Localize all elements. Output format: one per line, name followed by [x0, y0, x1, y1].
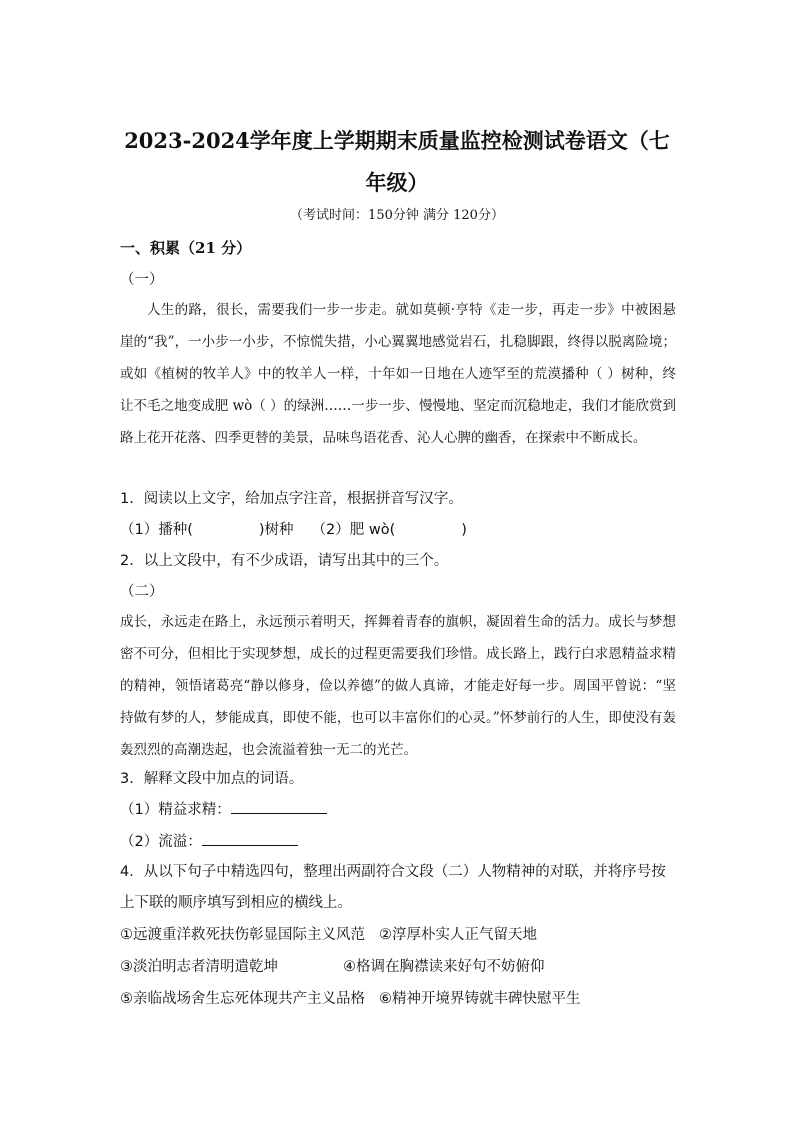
- q4-option-3: ③淡泊明志者清明遣乾坤: [120, 959, 278, 975]
- q4-options-row-1: [120, 923, 537, 944]
- passage-two-text: 成长，永远走在路上，永远预示着明天，挥舞着青春的旗帜，凝固着生命的活力。成长与梦想密不可分，但相比于实现梦想，成长的过程更需要我们珍惜。成长路上，践行白求恩精益求精的精神，领悟诸葛亮“静以修身，俭以养德”的做人真谛，才能走好每一步。周国平曾说：“坚持做有梦的人，梦能成真，即使不能，也可以丰富你们的心灵。”怀梦前行的人生，即使没有轰轰烈烈的高潮迭起，也会流溢着独一无二的光芒。: [120, 614, 676, 758]
- passage-two: [120, 606, 676, 766]
- part-two-label: （二）: [120, 584, 164, 600]
- question-3: 3．解释文段中加点的词语。: [120, 771, 304, 787]
- passage-one-text: 人生的路，很长，需要我们一步一步走。就如莫顿·亨特《走一步，再走一步》中被困悬崖的“我”，一小步一小步，不惊慌失措，小心翼翼地感觉岩石，扎稳脚跟，终得以脱离险境；或如《植树的牧羊人》中的牧羊人一样，十年如一日地在人迹罕至的荒漠播种（ ）树种，终让不毛之地变成肥 wò（ ）的绿洲……一步一步、慢慢地、坚定而沉稳地走，我们才能欣赏到路上花开花落、四季更替的美景，品味鸟语花香、沁人心脾的幽香，在探索中不断成长。: [120, 302, 676, 446]
- answer-blank[interactable]: [202, 831, 298, 846]
- q4-option-2: ②淳厚朴实人正气留天地: [379, 927, 537, 943]
- q1-item2-suffix: ): [461, 522, 467, 538]
- question-3-item2: [120, 830, 298, 851]
- question-1-items: [120, 518, 467, 539]
- question-1: 1．阅读以上文字，给加点字注音，根据拼音写汉字。: [120, 491, 463, 507]
- question-2: 2．以上文段中，有不少成语，请写出其中的三个。: [120, 553, 449, 569]
- exam-info: （考试时间：150分钟 满分 120分）: [290, 208, 504, 223]
- section-heading: 一、积累（21 分）: [120, 239, 252, 257]
- question-4: 4．从以下句子中精选四句，整理出两副符合文段（二）人物精神的对联，并将序号按上下联的顺序填写到相应的横线上。: [120, 864, 666, 911]
- q1-item2-prefix: （2）肥 wò(: [311, 522, 396, 538]
- q4-option-1: ①远渡重洋救死扶伤彰显国际主义风范: [120, 927, 365, 943]
- q4-options-row-3: [120, 987, 581, 1008]
- q4-option-4: ④格调在胸襟读来好句不妨俯仰: [343, 959, 545, 975]
- q1-item1-prefix: （1）播种(: [120, 522, 193, 538]
- page-title: 2023-2024学年度上学期期末质量监控检测试卷语文（七年级）: [124, 128, 670, 195]
- q4-option-5: ⑤亲临战场舍生忘死体现共产主义品格: [120, 991, 365, 1007]
- q1-item1-suffix: )树种: [258, 522, 294, 538]
- q3-item2-label: （2）流溢：: [120, 834, 202, 850]
- q4-options-row-2: [120, 955, 545, 976]
- passage-one: [120, 294, 676, 454]
- q3-item1-label: （1）精益求精：: [120, 802, 231, 818]
- q4-option-6: ⑥精神开境界铸就丰碑快慰平生: [379, 991, 581, 1007]
- answer-blank[interactable]: [231, 799, 327, 814]
- part-one-label: （一）: [120, 272, 164, 288]
- question-3-item1: [120, 798, 327, 819]
